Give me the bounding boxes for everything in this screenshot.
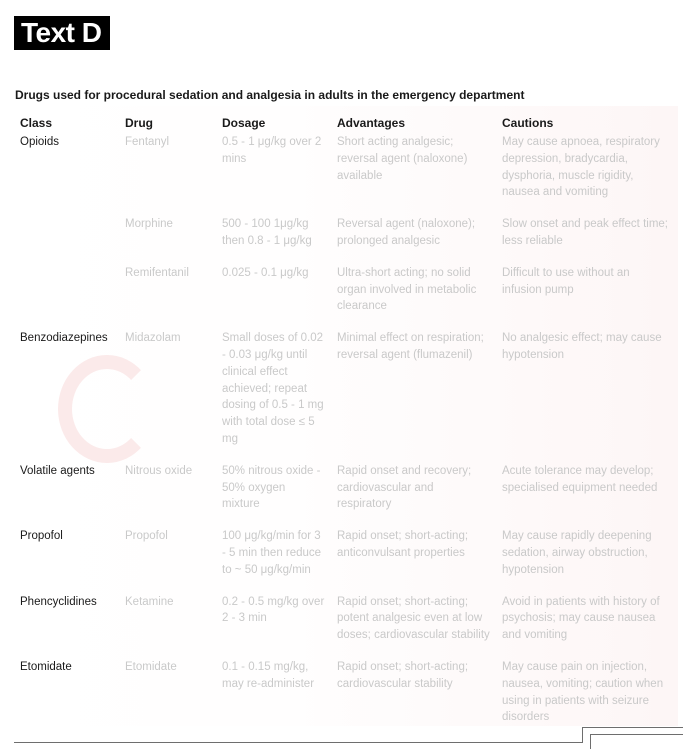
cell-drug: Remifentanil	[125, 266, 189, 279]
cell-drug: Morphine	[125, 218, 173, 231]
cell-cautions: No analgesic effect; may cause hypotension	[502, 332, 662, 361]
cell-cautions: Acute tolerance may develop; specialised equipment needed	[502, 464, 658, 494]
header-dosage: Dosage	[222, 116, 266, 130]
cell-class: Opioids	[20, 136, 59, 148]
table-row	[14, 528, 674, 593]
cell-dosage: 500 - 100 1μg/kg then 0.8 - 1 μg/kg	[222, 218, 312, 247]
cell-dosage: 0.5 - 1 μg/kg over 2 mins	[222, 136, 322, 165]
cell-drug: Ketamine	[125, 595, 174, 608]
table-row	[14, 463, 674, 528]
cell-advantages: Rapid onset; short-acting; anticonvulsant properties	[337, 530, 469, 559]
cell-cautions: May cause rapidly deepening sedation, airway obstruction, hypotension	[502, 530, 652, 576]
table-header-row	[14, 113, 674, 134]
cell-advantages: Rapid onset; short-acting; cardiovascular stability	[337, 660, 469, 690]
page-divider	[14, 742, 582, 743]
cell-dosage: Small doses of 0.02 - 0.03 μg/kg until clinical effect achieved; repeat dosing of 0.5 - 1 mg with total dose ≤ 5 mg	[222, 332, 324, 445]
cell-cautions: May cause apnoea, respiratory depression, bradycardia, dysphoria, muscle rigidity, nausea and vomiting	[502, 136, 660, 199]
cell-advantages: Rapid onset; short-acting; potent analgesic even at low doses; cardiovascular stability	[337, 595, 490, 642]
cell-dosage: 0.025 - 0.1 μg/kg	[222, 266, 309, 279]
cell-advantages: Minimal effect on respiration; reversal agent (flumazenil)	[337, 332, 484, 361]
page-corner-fold-inner	[590, 734, 683, 749]
cell-drug: Etomidate	[125, 660, 177, 673]
header-class: Class	[20, 116, 53, 130]
cell-advantages: Ultra-short acting; no solid organ involved in metabolic clearance	[337, 266, 477, 313]
table-row	[14, 594, 674, 659]
header-cautions: Cautions	[502, 116, 554, 130]
table-row	[14, 330, 674, 463]
cell-drug: Midazolam	[125, 332, 181, 345]
cell-drug: Nitrous oxide	[125, 464, 193, 477]
cell-class: Benzodiazepines	[20, 332, 108, 345]
table-row	[14, 265, 674, 330]
cell-class	[14, 216, 119, 265]
text-label: Text D	[14, 16, 110, 50]
cell-drug: Propofol	[125, 530, 168, 543]
table-caption: Drugs used for procedural sedation and analgesia in adults in the emergency department	[15, 88, 525, 102]
table-row	[14, 659, 674, 741]
header-drug: Drug	[125, 116, 153, 130]
table-row	[14, 216, 674, 265]
cell-class: Etomidate	[20, 660, 72, 673]
cell-class: Propofol	[20, 530, 63, 543]
cell-dosage: 100 μg/kg/min for 3 - 5 min then reduce to ~ 50 μg/kg/min	[222, 530, 322, 576]
cell-class: Phencyclidines	[20, 595, 97, 608]
cell-dosage: 0.1 - 0.15 mg/kg, may re-administer	[222, 660, 315, 690]
cell-advantages: Short acting analgesic; reversal agent (naloxone) available	[337, 136, 468, 182]
cell-cautions: Slow onset and peak effect time; less reliable	[502, 218, 668, 247]
cell-advantages: Rapid onset and recovery; cardiovascular and respiratory	[337, 464, 472, 511]
cell-class	[14, 265, 119, 330]
cell-dosage: 0.2 - 0.5 mg/kg over 2 - 3 min	[222, 595, 325, 625]
cell-cautions: May cause pain on injection, nausea, vomiting; caution when using in patients with seizure disorders	[502, 660, 664, 724]
header-advantages: Advantages	[337, 116, 406, 130]
cell-drug: Fentanyl	[125, 136, 170, 148]
cell-cautions: Difficult to use without an infusion pump	[502, 266, 630, 296]
cell-cautions: Avoid in patients with history of psychosis; may cause nausea and vomiting	[502, 595, 660, 642]
drug-table	[14, 113, 674, 741]
cell-dosage: 50% nitrous oxide - 50% oxygen mixture	[222, 464, 321, 511]
cell-advantages: Reversal agent (naloxone); prolonged analgesic	[337, 218, 476, 247]
cell-class: Volatile agents	[20, 464, 95, 477]
table-row	[14, 134, 674, 216]
